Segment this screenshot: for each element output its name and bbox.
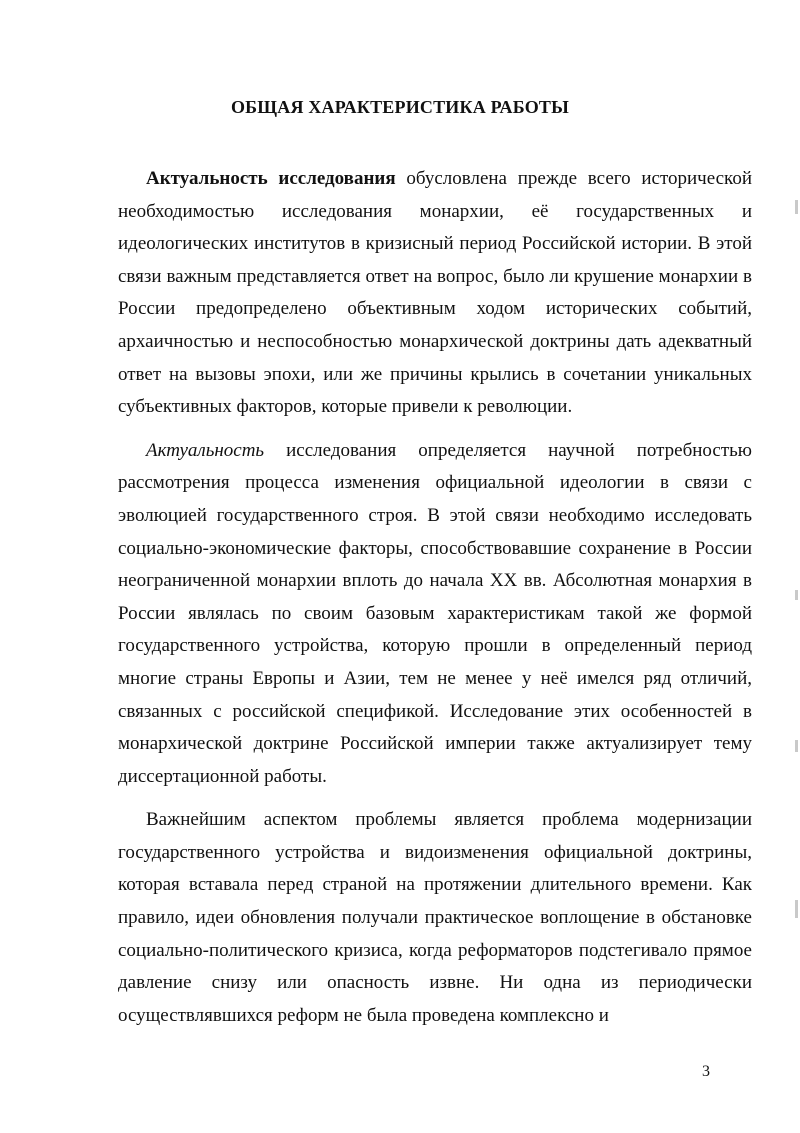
scan-artifact xyxy=(795,740,798,752)
paragraph-modernization xyxy=(118,804,752,1032)
paragraph-lead-bold: Актуальность исследования xyxy=(146,168,396,189)
paragraph-text: Важнейшим аспектом проблемы является проблема модернизации государственного устройства и видоизменения официальной доктрины, которая вставала перед страной на протяжении длительного времени. Как правило, идеи обновления получали практическое воплощение в обстановке социально-политического кризиса, когда реформаторов подстегивало прямое давление снизу или опасность извне. Ни одна из периодически осуществлявшихся реформ не была проведена комплексно и xyxy=(118,809,752,1026)
page-number: 3 xyxy=(702,1063,710,1080)
scan-artifact xyxy=(795,200,798,214)
scan-artifact xyxy=(795,590,798,600)
body-text xyxy=(118,163,752,1043)
paragraph-text: исследования определяется научной потребностью рассмотрения процесса изменения официальной идеологии в связи с эволюцией государственного строя. В этой связи необходимо исследовать социально-экономические факторы, способствовавшие сохранение в России неограниченной монархии вплоть до начала XX вв. Абсолютная монархия в России являлась по своим базовым характеристикам такой же формой государственного устройства, которую прошли в определенный период многие страны Европы и Азии, тем не менее у неё имелся ряд отличий, связанных с российской спецификой. Исследование этих особенностей в монархической доктрине Российской империи также актуализирует тему диссертационной работы. xyxy=(118,439,752,787)
paragraph-relevance xyxy=(118,163,752,424)
paragraph-lead-italic: Актуальность xyxy=(146,439,265,461)
scan-artifact xyxy=(795,900,798,918)
page-title: ОБЩАЯ ХАРАКТЕРИСТИКА РАБОТЫ xyxy=(230,97,570,117)
paragraph-relevance-scientific xyxy=(118,435,752,794)
paragraph-text: обусловлена прежде всего исторической необходимостью исследования монархии, её государственных и идеологических институтов в кризисный период Российской истории. В этой связи важным представляется ответ на вопрос, было ли крушение монархии в России предопределено объективным ходом исторических событий, архаичностью и неспособностью монархической доктрины дать адекватный ответ на вызовы эпохи, или же причины крылись в сочетании уникальных субъективных факторов, которые привели к революции. xyxy=(118,168,752,418)
